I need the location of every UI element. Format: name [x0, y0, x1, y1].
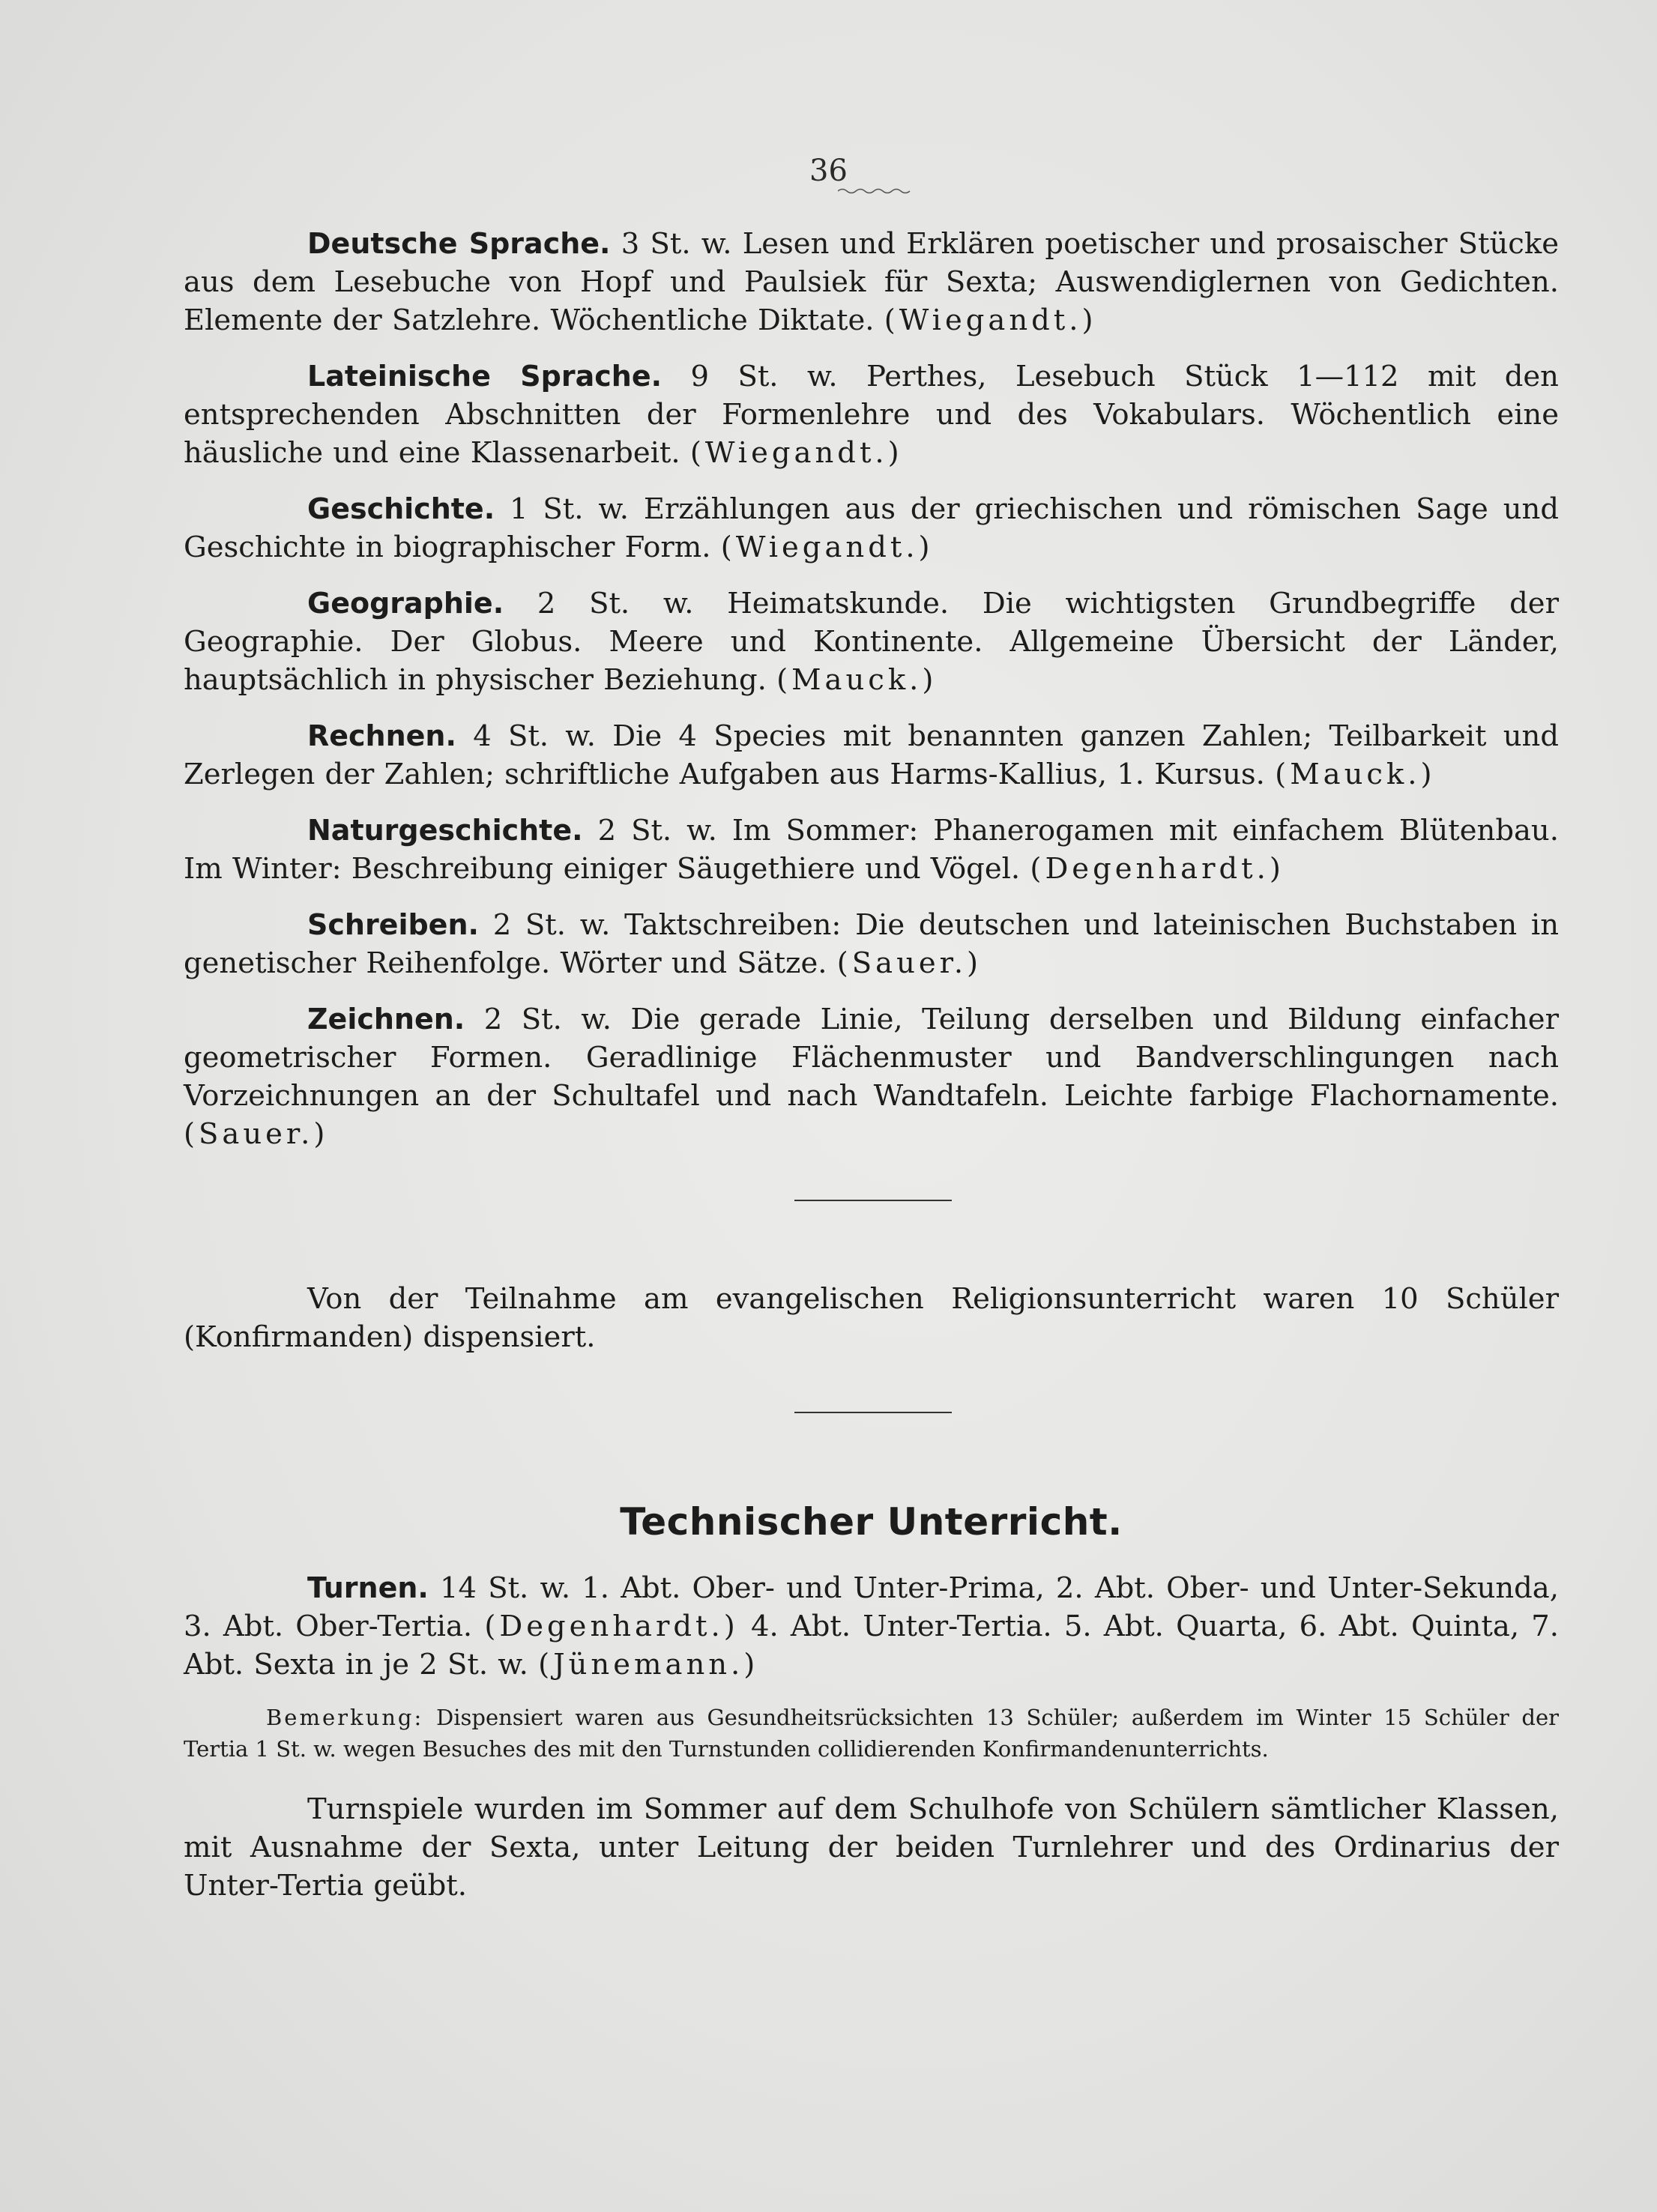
subject-teacher: (Sauer.) [184, 1117, 329, 1151]
subject-hours: 3 St. w. [621, 227, 732, 261]
turnen-part1: 1. Abt. Ober- und Unter-Prima, 2. Abt. Ober- und Unter-Sekunda, 3. Abt. Ober-Tertia. [184, 1571, 1559, 1643]
subject-teacher: (Degenhardt.) [1030, 852, 1285, 886]
subject-text: Taktschreiben: Die deutschen und lateinischen Buchstaben in genetischer Reihenfolge. Wörter und Sätze. [184, 908, 1560, 980]
subject-name: Geographie. [307, 587, 504, 620]
subject-teacher: (Wiegandt.) [720, 531, 934, 564]
subject-name: Geschichte. [307, 492, 495, 525]
subject-text: Im Sommer: Phanerogamen mit einfachem Blütenbau. Im Winter: Beschreibung einiger Säugethiere und Vögel. [184, 814, 1559, 886]
subject-teacher: (Jünemann.) [538, 1648, 759, 1681]
turnen-part2: 4. Abt. Unter-Tertia. 5. Abt. Quarta, 6. Abt. Quinta, 7. Abt. Sexta in je 2 St. w. [184, 1610, 1559, 1681]
turnen-paragraph [184, 1569, 1559, 1684]
content [184, 225, 1559, 1923]
subject-teacher: (Mauck.) [776, 663, 938, 697]
subject-text: Die gerade Linie, Teilung derselben und Bildung einfacher geometrischer Formen. Geradlinige Flächenmuster und Bandverschlingungen nach Vorzeichnungen an der Schultafel und nach Wandtafeln. Leichte farbige Flachornamente. [184, 1003, 1559, 1113]
subject-text: Die 4 Species mit benannten ganzen Zahlen; Teilbarkeit und Zerlegen der Zahlen; schriftliche Aufgaben aus Harms-Kallius, 1. Kursus. [184, 719, 1559, 791]
subject-text: Heimatskunde. Die wichtigsten Grundbegriffe der Geographie. Der Globus. Meere und Kontinente. Allgemeine Übersicht der Länder, hauptsächlich in physischer Beziehung. [184, 587, 1559, 697]
subject-deutsche-sprache [184, 225, 1559, 339]
subject-hours: 4 St. w. [473, 719, 596, 753]
remark-label: Bemerkung: [266, 1705, 424, 1730]
turnspiele-paragraph: Turnspiele wurden im Sommer auf dem Schulhofe von Schülern sämtlicher Klassen, mit Ausnahme der Sexta, unter Leitung der beiden Turnlehrer und des Ordinarius der Unter-Tertia geübt. [184, 1792, 1559, 1903]
subject-hours: 1 St. w. [510, 492, 630, 526]
subject-hours: 14 St. w. [440, 1571, 571, 1605]
subject-geschichte [184, 490, 1559, 566]
page-number-ornament [838, 187, 913, 195]
subject-text: Perthes, Lesebuch Stück 1—112 mit den entsprechenden Abschnitten der Formenlehre und des Vokabulars. Wöchentlich eine häusliche und eine Klassenarbeit. [184, 360, 1559, 470]
subject-name: Schreiben. [307, 908, 479, 941]
subject-hours: 2 St. w. [537, 587, 694, 620]
subject-hours: 2 St. w. [597, 814, 717, 847]
subject-hours: 2 St. w. [492, 908, 611, 942]
subject-name: Naturgeschichte. [307, 814, 583, 847]
dispensation-paragraph: Von der Teilnahme am evangelischen Religionsunterricht waren 10 Schüler (Konfirmanden) dispensiert. [184, 1282, 1559, 1354]
subject-teacher: (Mauck.) [1275, 758, 1436, 791]
remark-text: Dispensiert waren aus Gesundheitsrücksichten 13 Schüler; außerdem im Winter 15 Schüler der Tertia 1 St. w. wegen Besuches des mit den Turnstunden collidierenden Konfirmandenunterrichts. [184, 1705, 1559, 1762]
subject-name: Lateinische Sprache. [307, 360, 663, 393]
subject-name: Turnen. [307, 1571, 429, 1604]
subject-text: Erzählungen aus der griechischen und römischen Sage und Geschichte in biographischer Form. [184, 492, 1559, 564]
subject-zeichnen [184, 1000, 1559, 1153]
section-title: Technischer Unterricht. [620, 1500, 1123, 1544]
subject-rechnen [184, 717, 1559, 794]
remark-note [184, 1702, 1559, 1765]
subject-teacher: (Wiegandt.) [884, 303, 1097, 337]
subject-text: Lesen und Erklären poetischer und prosaischer Stücke aus dem Lesebuche von Hopf und Paulsiek für Sexta; Auswendiglernen von Gedichten. Elemente der Satzlehre. Wöchentliche Diktate. [184, 227, 1559, 337]
subject-name: Zeichnen. [307, 1003, 465, 1036]
subject-hours: 9 St. w. [690, 360, 838, 393]
subject-geographie [184, 584, 1559, 699]
subject-teacher: (Degenhardt.) [484, 1610, 739, 1643]
subject-teacher: (Wiegandt.) [689, 436, 903, 470]
divider-rule [794, 1412, 952, 1413]
subject-schreiben [184, 906, 1559, 982]
subject-lateinische-sprache [184, 357, 1559, 472]
divider-rule [794, 1200, 952, 1201]
subject-naturgeschichte [184, 812, 1559, 888]
subject-name: Rechnen. [307, 719, 456, 752]
subject-teacher: (Sauer.) [836, 946, 983, 980]
page-number: 36 [809, 154, 848, 188]
subject-hours: 2 St. w. [483, 1003, 612, 1036]
subject-name: Deutsche Sprache. [307, 227, 611, 260]
